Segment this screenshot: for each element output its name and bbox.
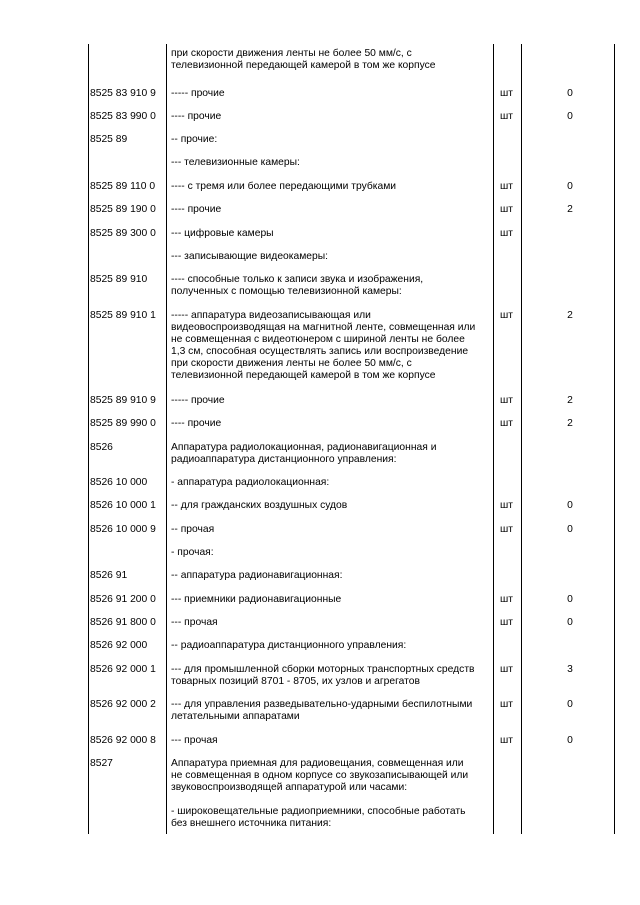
description [171,442,491,466]
column-border [88,44,89,834]
duty-rate: 0 [567,500,573,511]
commodity-code: 8525 89 300 0 [90,228,156,239]
description-line: ---- прочие [171,204,222,215]
commodity-code: 8527 [90,758,113,769]
duty-rate: 0 [567,735,573,746]
unit: шт [500,699,513,710]
duty-rate: 2 [567,395,573,406]
description-line: не совмещенная с видеотюнером с шириной ленты не более [171,334,465,345]
description-line: --- телевизионные камеры: [171,157,300,168]
duty-rate: 0 [567,699,573,710]
unit: шт [500,664,513,675]
duty-rate: 2 [567,204,573,215]
description [171,157,491,169]
description [171,204,491,216]
description-line: ----- прочие [171,88,225,99]
duty-rate: 0 [567,181,573,192]
unit: шт [500,181,513,192]
description-line: 1,3 см, способная осуществлять запись или воспроизведение [171,346,469,357]
commodity-code: 8526 10 000 9 [90,524,156,535]
description [171,524,491,536]
description [171,310,491,382]
description [171,664,491,688]
description-line: --- приемники радионавигационные [171,594,342,605]
description [171,617,491,629]
description-line: при скорости движения ленты не более 50 мм/с, с [171,358,412,369]
description-line: --- прочая [171,617,218,628]
commodity-code: 8526 92 000 [90,640,148,651]
commodity-code: 8525 89 110 0 [90,181,156,192]
duty-rate: 0 [567,594,573,605]
description [171,111,491,123]
description [171,274,491,298]
commodity-code: 8525 83 990 0 [90,111,156,122]
description-line: - аппаратура радиолокационная: [171,477,330,488]
description-line: телевизионной передающей камерой в том же корпусе [171,60,436,71]
commodity-code: 8526 92 000 2 [90,699,156,710]
description [171,88,491,100]
commodity-code: 8526 92 000 8 [90,735,156,746]
description-line: ---- прочие [171,111,222,122]
unit: шт [500,88,513,99]
description [171,134,491,146]
description [171,48,491,72]
description-line: телевизионной передающей камерой в том же корпусе [171,370,436,381]
description-line: при скорости движения ленты не более 50 мм/с, с [171,48,412,59]
description-line: -- аппаратура радионавигационная: [171,570,343,581]
unit: шт [500,310,513,321]
description [171,547,491,559]
description-line: полученных с помощью телевизионной камеры: [171,286,402,297]
description [171,699,491,723]
commodity-code: 8525 89 910 9 [90,395,156,406]
description [171,735,491,747]
column-border [493,44,494,834]
description-line: - широковещательные радиоприемники, способные работать [171,806,466,817]
description-line: летательными аппаратами [171,711,300,722]
column-border [614,44,615,834]
column-border [166,44,167,834]
description [171,594,491,606]
description-line: Аппаратура приемная для радиовещания, совмещенная или [171,758,464,769]
commodity-code: 8526 10 000 [90,477,148,488]
commodity-code: 8525 89 990 0 [90,418,156,429]
description-line: не совмещенная в одном корпусе со звукозаписывающей или [171,770,469,781]
commodity-code: 8526 91 200 0 [90,594,156,605]
description-line: ----- аппаратура видеозаписывающая или [171,310,371,321]
commodity-code: 8526 91 800 0 [90,617,156,628]
description [171,477,491,489]
description-line: ---- способные только к записи звука и изображения, [171,274,424,285]
commodity-code: 8525 89 910 1 [90,310,156,321]
duty-rate: 0 [567,88,573,99]
description [171,640,491,652]
commodity-code: 8526 [90,442,113,453]
description-line: --- цифровые камеры [171,228,274,239]
unit: шт [500,524,513,535]
unit: шт [500,228,513,239]
description-line: --- записывающие видеокамеры: [171,251,329,262]
commodity-code: 8525 89 [90,134,128,145]
description [171,228,491,240]
unit: шт [500,617,513,628]
unit: шт [500,594,513,605]
description [171,806,491,830]
description-line: -- радиоаппаратура дистанционного управления: [171,640,407,651]
description-line: --- прочая [171,735,218,746]
unit: шт [500,204,513,215]
description-line: ----- прочие [171,395,225,406]
commodity-code: 8526 92 000 1 [90,664,156,675]
description [171,251,491,263]
description-line: товарных позиций 8701 - 8705, их узлов и агрегатов [171,676,420,687]
commodity-code: 8525 89 190 0 [90,204,156,215]
commodity-code: 8526 91 [90,570,128,581]
unit: шт [500,500,513,511]
description-line: -- прочая [171,524,215,535]
description [171,418,491,430]
duty-rate: 0 [567,617,573,628]
description [171,570,491,582]
duty-rate: 0 [567,111,573,122]
description-line: - прочая: [171,547,214,558]
duty-rate: 2 [567,418,573,429]
commodity-code: 8525 83 910 9 [90,88,156,99]
unit: шт [500,111,513,122]
description-line: -- для гражданских воздушных судов [171,500,348,511]
description-line: --- для промышленной сборки моторных транспортных средств [171,664,475,675]
description-line: ---- прочие [171,418,222,429]
description [171,500,491,512]
commodity-code: 8526 10 000 1 [90,500,156,511]
unit: шт [500,418,513,429]
duty-rate: 0 [567,524,573,535]
description-line: звуковоспроизводящей аппаратурой или часами: [171,782,408,793]
description-line: Аппаратура радиолокационная, радионавигационная и [171,442,437,453]
description [171,395,491,407]
column-border [521,44,522,834]
description-line: --- для управления разведывательно-ударными беспилотными [171,699,473,710]
description [171,758,491,794]
description-line: видеовоспроизводящая на магнитной ленте, совмещенная или [171,322,476,333]
unit: шт [500,735,513,746]
description-line: -- прочие: [171,134,218,145]
description-line: радиоаппаратура дистанционного управления: [171,454,397,465]
description-line: без внешнего источника питания: [171,818,332,829]
duty-rate: 2 [567,310,573,321]
unit: шт [500,395,513,406]
description [171,181,491,193]
duty-rate: 3 [567,664,573,675]
commodity-code: 8525 89 910 [90,274,148,285]
description-line: ---- с тремя или более передающими трубками [171,181,397,192]
